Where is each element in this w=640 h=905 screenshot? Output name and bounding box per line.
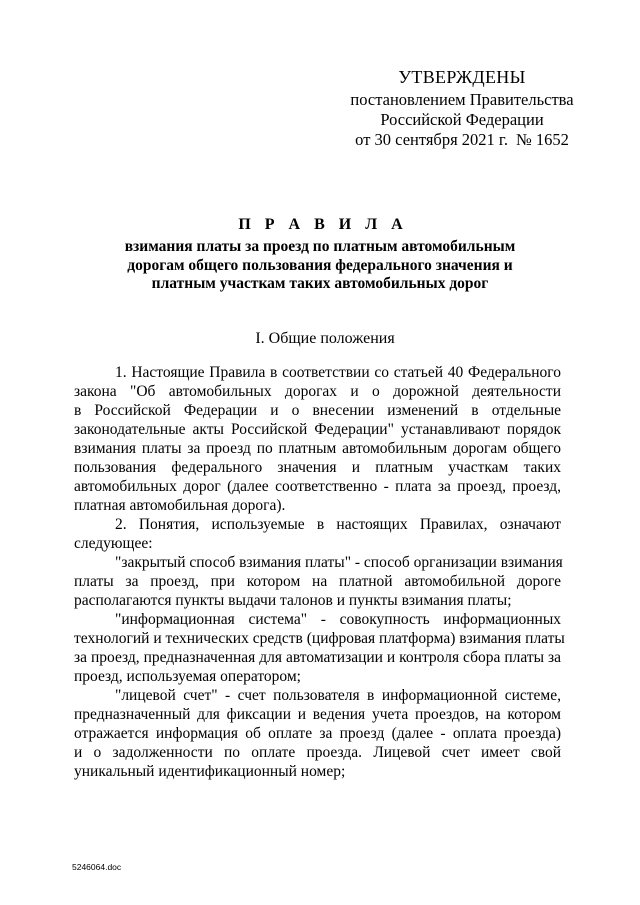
subtitle-line: платным участкам таких автомобильных дорог: [151, 275, 489, 292]
text-line: предназначенный для фиксации и ведения учета проездов, на котором: [74, 706, 561, 723]
text-line: за проезд, предназначенная для автоматизации и контроля сбора платы за: [74, 649, 561, 666]
text-line: законодательные акты Российской Федерации" устанавливают порядок: [74, 421, 561, 438]
text-line: в Российской Федерации и о внесении изменений в отдельные: [74, 402, 561, 419]
approval-line-1: постановлением Правительства: [350, 90, 574, 109]
approval-heading: УТВЕРЖДЕНЫ: [398, 67, 526, 87]
text-line: пользования федерального значения и платным участкам таких: [74, 459, 561, 476]
document-subtitle: [90, 238, 550, 294]
text-line: "закрытый способ взимания платы" - способ организации взимания: [115, 554, 563, 571]
text-line: автомобильных дорог (далее соответственно - плата за проезд, проезд,: [74, 478, 561, 495]
subtitle-line: взимания платы за проезд по платным автомобильным: [124, 238, 516, 255]
approval-date-line: [300, 130, 624, 150]
text-line: "лицевой счет" - счет пользователя в информационной системе,: [115, 687, 561, 704]
text-line: располагаются пункты выдачи талонов и пункты взимания платы;: [74, 592, 512, 609]
text-line: проезд, используемая оператором;: [74, 668, 301, 685]
definition-information-system: [74, 610, 565, 686]
approval-block: [300, 67, 624, 150]
paragraph-1: [74, 363, 561, 515]
definition-closed-method: [74, 553, 561, 610]
file-code: 5246064.doc: [72, 862, 122, 872]
text-line: следующее:: [74, 535, 153, 552]
text-line: уникальный идентификационный номер;: [74, 763, 346, 780]
text-line: отражается информация об оплате за проезд (далее - оплата проезда): [74, 725, 561, 742]
text-line: закона "Об автомобильных дорогах и о дорожной деятельности: [74, 383, 561, 400]
subtitle-line: дорогам общего пользования федерального значения и: [127, 256, 513, 274]
text-line: "информационная система" - совокупность информационных: [115, 611, 561, 628]
approval-line-2: Российской Федерации: [380, 110, 544, 129]
text-line: 1. Настоящие Правила в соответствии со статьей 40 Федерального: [115, 364, 561, 381]
text-line: взимания платы за проезд по платным автомобильным дорогам общего: [74, 440, 561, 457]
section-heading: I. Общие положения: [255, 330, 395, 347]
document-title: П Р А В И Л А: [238, 216, 408, 233]
text-line: платная автомобильная дорога).: [74, 497, 286, 514]
text-line: технологий и технических средств (цифровая платформа) взимания платы: [74, 630, 565, 647]
definition-personal-account: [74, 686, 561, 781]
text-line: 2. Понятия, используемые в настоящих Правилах, означают: [115, 516, 561, 533]
text-line: и о задолженности по оплате проезда. Лицевой счет имеет свой: [74, 744, 561, 761]
approval-date: от 30 сентября 2021 г.: [355, 130, 508, 149]
paragraph-2: [74, 515, 561, 553]
approval-number: № 1652: [515, 130, 569, 149]
document-body: [74, 363, 565, 781]
text-line: платы за проезд, при котором на платной автомобильной дороге: [74, 573, 561, 590]
